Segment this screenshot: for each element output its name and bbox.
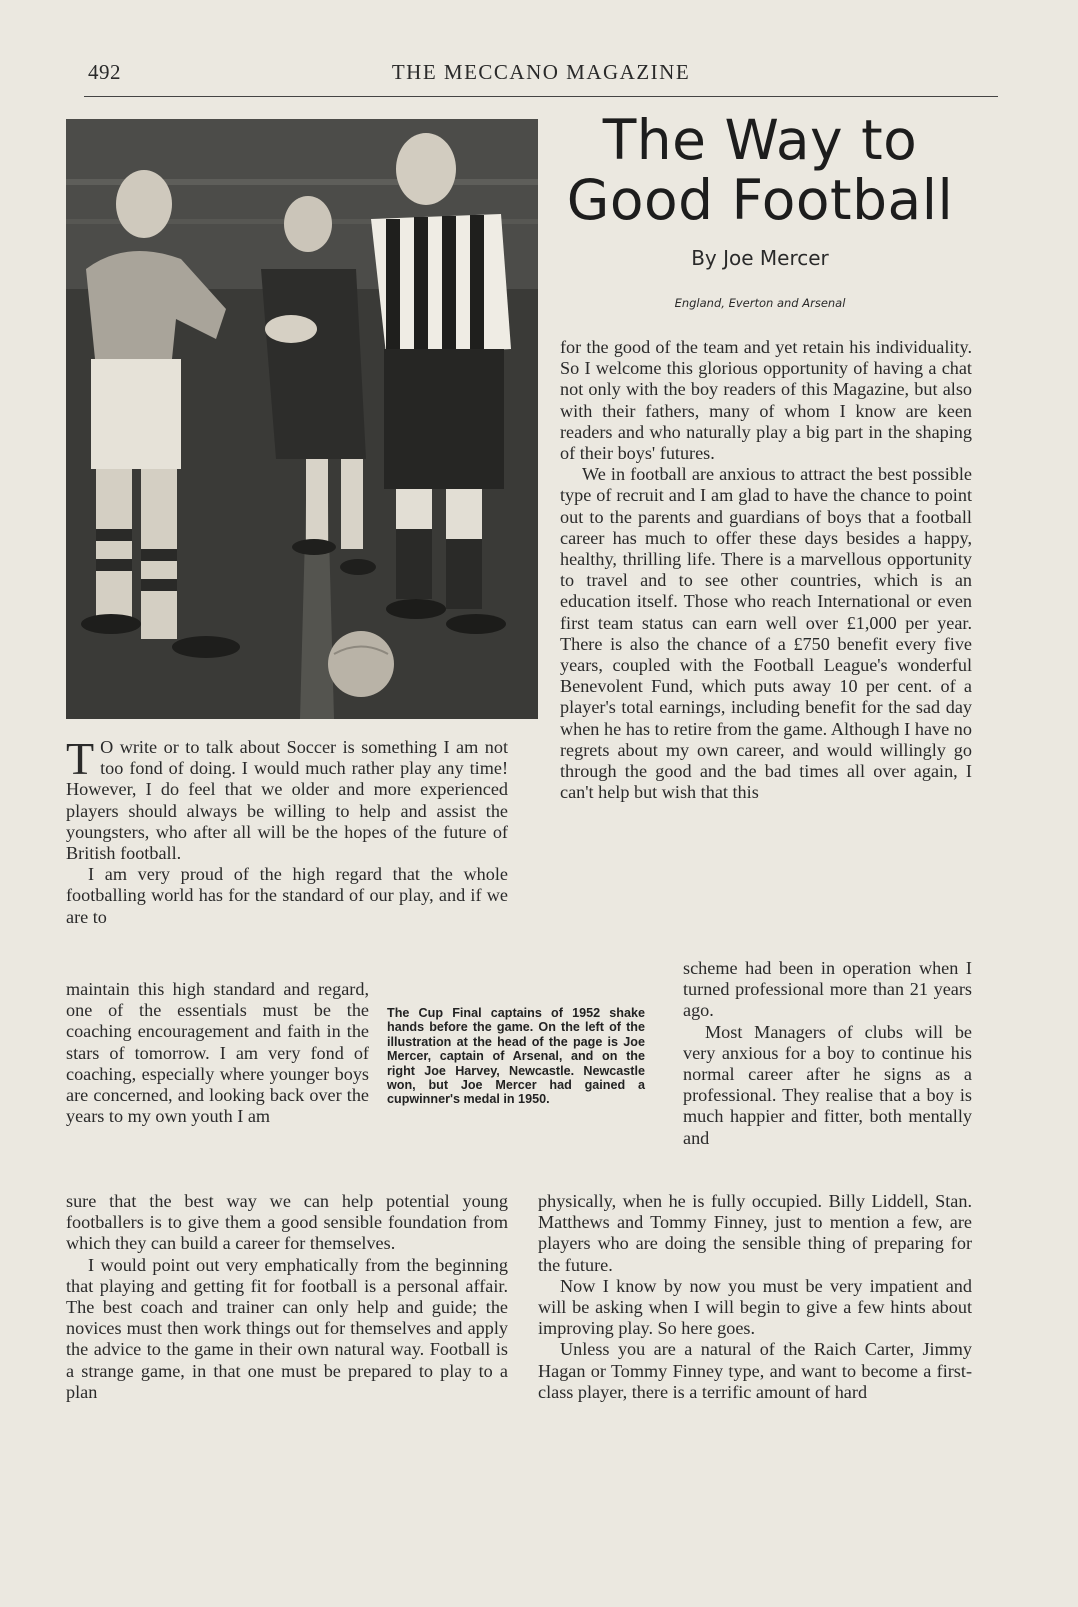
paragraph-recruit: We in football are anxious to attract the best possible type of recruit and I am glad to have the chance to point out to the parents and guardians of boys that a football career has much to offer these days besides a happy, healthy, thrilling life. There is a marvellous opportunity to travel and to see other countries, which is an education itself. Those who reach International or even first team status can earn well over £1,000 per year. There is also the chance of a £750 benefit every five years, coupled with the Football League's wonderful Benevolent Fund, which puts away 10 per cent. of a player's total earnings, including benefit for the sad day when he has to retire from the game. Although I have no regrets about my own career, and would willingly go through the good and the bad times all over again, I can't help but wish that this xyxy=(560,464,972,803)
paragraph-personal-affair: I would point out very emphatically from the beginning that playing and getting fit for football is a personal affair. The best coach and trainer can only help and guide; the novices must then work things out for themselves and apply the advice to the game in their own natural way. Football is a strange game, in that one must be prepared to play to a plan xyxy=(66,1254,508,1402)
drop-cap: T xyxy=(66,733,95,784)
paragraph-team: for the good of the team and yet retain his individuality. So I welcome this glorious opportunity of having a chat not only with the boy readers of this Magazine, but also with their fathers, many of whom I know are keen readers and who naturally play a big part in the shaping of their boys' futures. xyxy=(560,337,972,464)
author-affiliation: England, Everton and Arsenal xyxy=(674,296,846,310)
paragraph-regard-mid: maintain this high standard and regard, one of the essentials must be the coaching encouragement and faith in the stars of tomorrow. I am very fond of coaching, especially where younger boys are concerned, and looking back over the years to my own youth I am xyxy=(66,979,369,1127)
paragraph-intro-text: O write or to talk about Soccer is something I am not too fond of doing. I would much rather play any time! However, I do feel that we older and more experienced players should always be willing to help and assist the youngsters, who after all will be the hopes of the future of British football. xyxy=(66,737,508,864)
right-column-middle xyxy=(683,958,972,1149)
paragraph-regard-top: I am very proud of the high regard that the whole footballing world has for the standard of our play, and if we are to xyxy=(66,864,508,927)
paragraph-regard-bottom: sure that the best way we can help potential young footballers is to give them a good sensible foundation from which they can build a career for themselves. xyxy=(66,1191,508,1254)
paragraph-managers: Most Managers of clubs will be very anxious for a boy to continue his normal career after he signs as a professional. They realise that a boy is much happier and fitter, both mentally and xyxy=(683,1021,972,1148)
article-title xyxy=(560,110,960,230)
magazine-title: THE MECCANO MAGAZINE xyxy=(391,60,691,84)
paragraph-scheme: scheme had been in operation when I turned professional more than 21 years ago. xyxy=(683,958,972,1021)
paragraph-natural: Unless you are a natural of the Raich Carter, Jimmy Hagan or Tommy Finney type, and want to become a first-class player, there is a terrific amount of hard xyxy=(538,1339,972,1402)
captains-handshake-photo xyxy=(66,119,538,719)
right-column-top xyxy=(560,337,972,803)
article-title-line1: The Way to xyxy=(602,108,918,172)
photo-illustration xyxy=(66,119,538,719)
article-byline: By Joe Mercer xyxy=(691,246,829,270)
article-title-line2: Good Football xyxy=(566,168,954,232)
paragraph-occupied: physically, when he is fully occupied. Billy Liddell, Stan. Matthews and Tommy Finney, just to mention a few, are players who are doing the sensible thing of preparing for the future. xyxy=(538,1191,972,1275)
right-column-bottom xyxy=(538,1191,972,1403)
paragraph-intro xyxy=(66,733,508,864)
left-column-bottom xyxy=(66,1191,508,1403)
paragraph-hints: Now I know by now you must be very impatient and will be asking when I will begin to give a few hints about improving play. So here goes. xyxy=(538,1275,972,1339)
photo-caption: The Cup Final captains of 1952 shake hands before the game. On the left of the illustration at the head of the page is Joe Mercer, captain of Arsenal, and on the right Joe Harvey, Newcastle. Newcastle won, but Joe Mercer had gained a cupwinner's medal in 1950. xyxy=(387,1006,645,1107)
page-number: 492 xyxy=(88,60,121,84)
left-column-middle xyxy=(66,979,369,1127)
page-header xyxy=(84,56,998,97)
left-column-top xyxy=(66,733,508,928)
